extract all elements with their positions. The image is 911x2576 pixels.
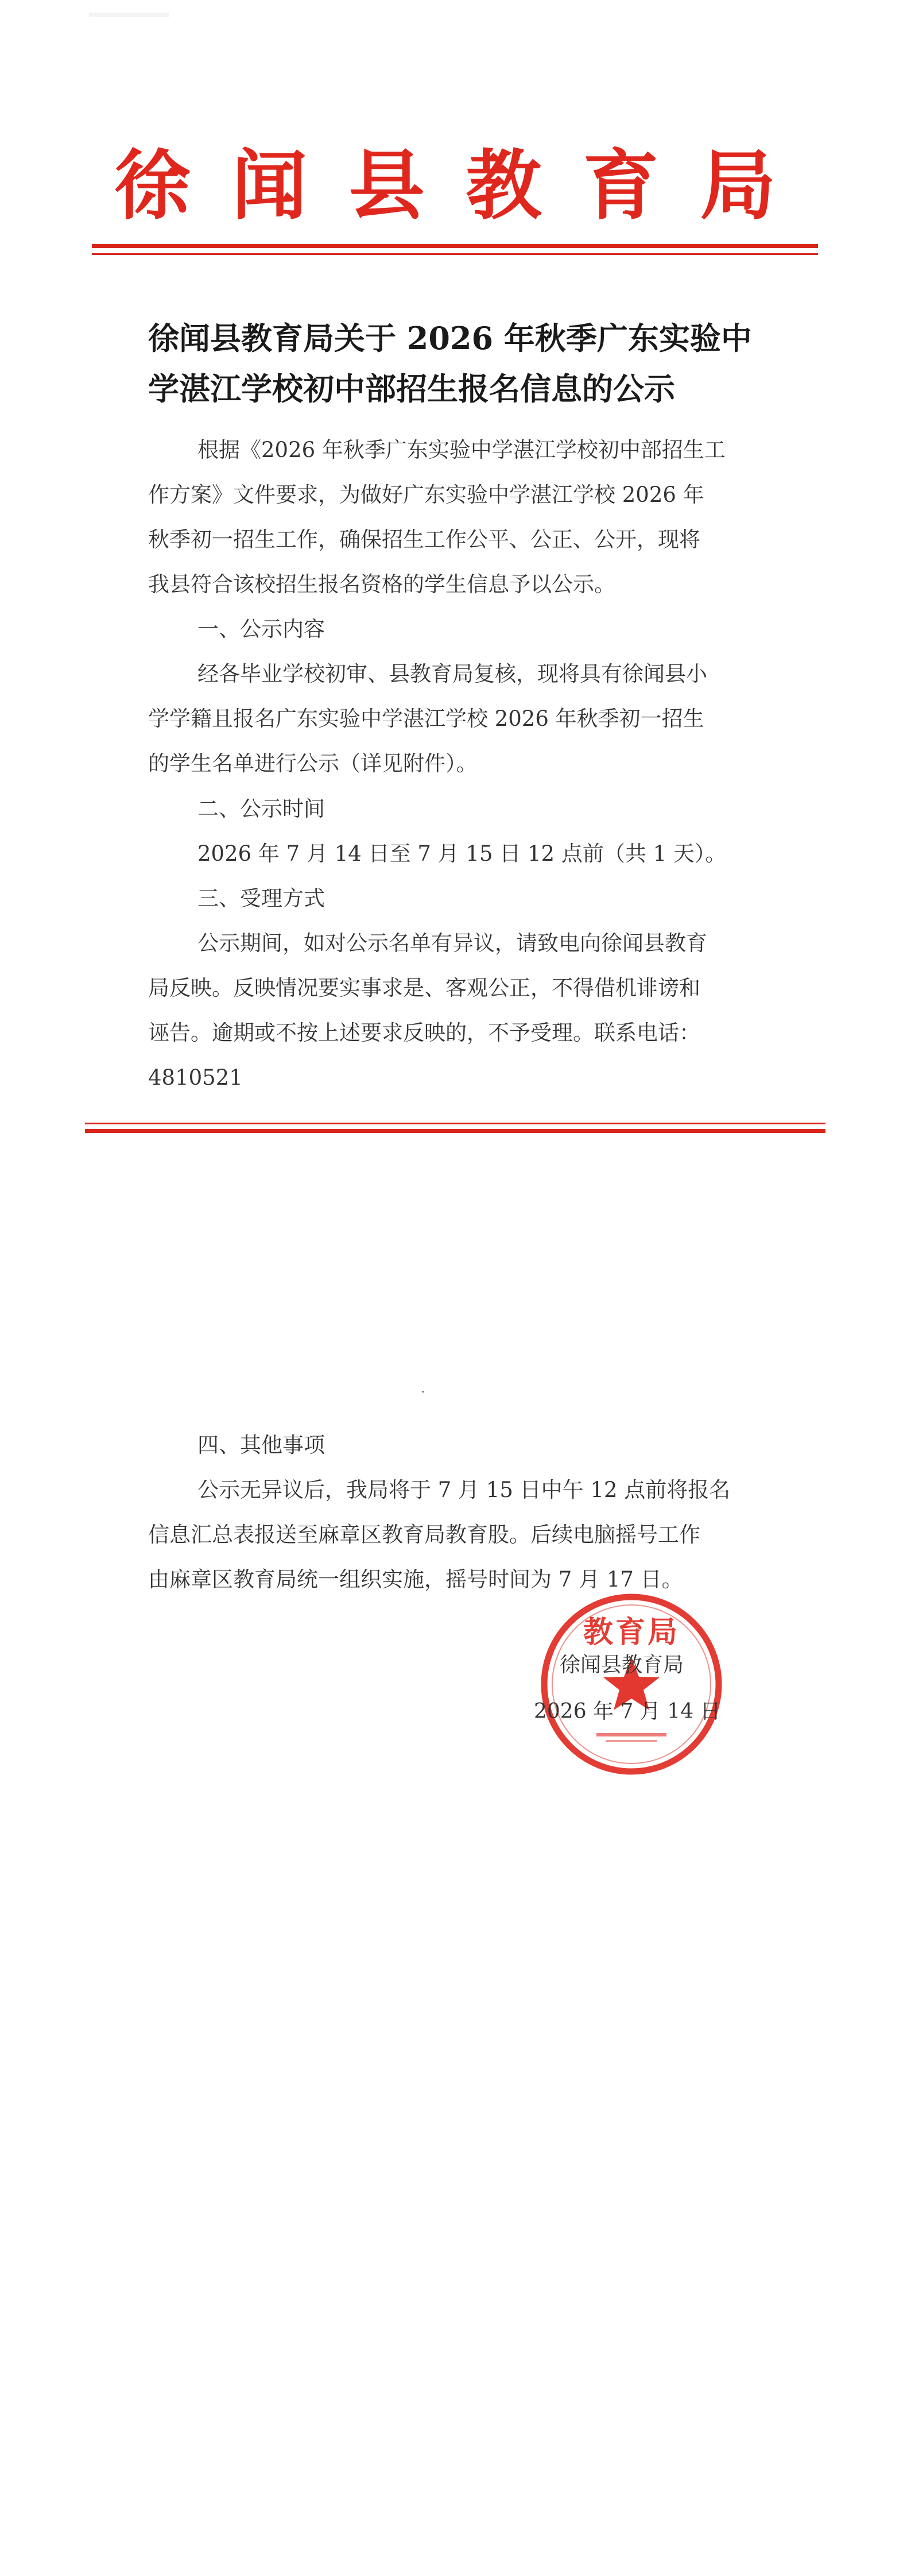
- text-line: 公示无异议后，我局将于 7 月 15 日中午 12 点前将报名: [197, 1477, 731, 1502]
- text-line: 学学籍且报名广东实验中学湛江学校 2026 年秋季初一招生: [148, 706, 704, 731]
- text-line: 我县符合该校招生报名资格的学生信息予以公示。: [148, 572, 615, 597]
- section2-text: 2026 年 7 月 14 日至 7 月 15 日 12 点前（共 1 天）。: [197, 841, 727, 866]
- text-line: 局反映。反映情况要实事求是、客观公正，不得借机诽谤和: [148, 976, 700, 1000]
- text-line: 秋季初一招生工作，确保招生工作公平、公正、公开，现将: [148, 527, 700, 552]
- seal-text: 教育局: [583, 1615, 680, 1650]
- scan-artifact: [89, 13, 169, 17]
- document-title-line: 徐闻县教育局关于 2026 年秋季广东实验中: [148, 320, 752, 357]
- text-line: 诬告。逾期或不按上述要求反映的，不予受理。联系电话：: [148, 1020, 700, 1045]
- org-header-title: 徐闻县教育局: [114, 141, 817, 230]
- text-line: 公示期间，如对公示名单有异议，请致电向徐闻县教育: [197, 931, 707, 956]
- section4-paragraph: [148, 1468, 791, 1602]
- document-title: [148, 313, 791, 414]
- section3-paragraph: [148, 921, 791, 1100]
- text-line: 经各毕业学校初审、县教育局复核，现将具有徐闻县小: [197, 662, 707, 686]
- section-heading: 二、公示时间: [197, 796, 325, 821]
- scan-dot: [422, 1391, 424, 1393]
- text-line: 根据《2026 年秋季广东实验中学湛江学校初中部招生工: [197, 438, 726, 462]
- official-seal-icon: [537, 1589, 726, 1779]
- text-line: 4810521: [148, 1065, 243, 1090]
- text-line: 的学生名单进行公示（详见附件）。: [148, 751, 478, 776]
- document-title-line: 学湛江学校初中部招生报名信息的公示: [148, 370, 675, 407]
- text-line: 作方案》文件要求，为做好广东实验中学湛江学校 2026 年: [148, 482, 704, 507]
- footer-rule-thick: [85, 1129, 825, 1133]
- signature-organization: 徐闻县教育局: [560, 1653, 684, 1677]
- section-heading: 一、公示内容: [197, 617, 325, 641]
- text-line: 信息汇总表报送至麻章区教育局教育股。后续电脑摇号工作: [148, 1522, 700, 1547]
- header-rule-thin: [92, 253, 818, 255]
- intro-paragraph: [148, 428, 791, 607]
- header-rule-thick: [92, 244, 818, 248]
- section-heading: 三、受理方式: [197, 886, 325, 911]
- signature-date: 2026 年 7 月 14 日: [534, 1700, 721, 1723]
- section-heading: 四、其他事项: [197, 1433, 325, 1457]
- text-line: 由麻章区教育局统一组织实施，摇号时间为 7 月 17 日。: [148, 1567, 683, 1592]
- footer-rule-thin: [85, 1123, 825, 1124]
- section1-paragraph: [148, 652, 791, 786]
